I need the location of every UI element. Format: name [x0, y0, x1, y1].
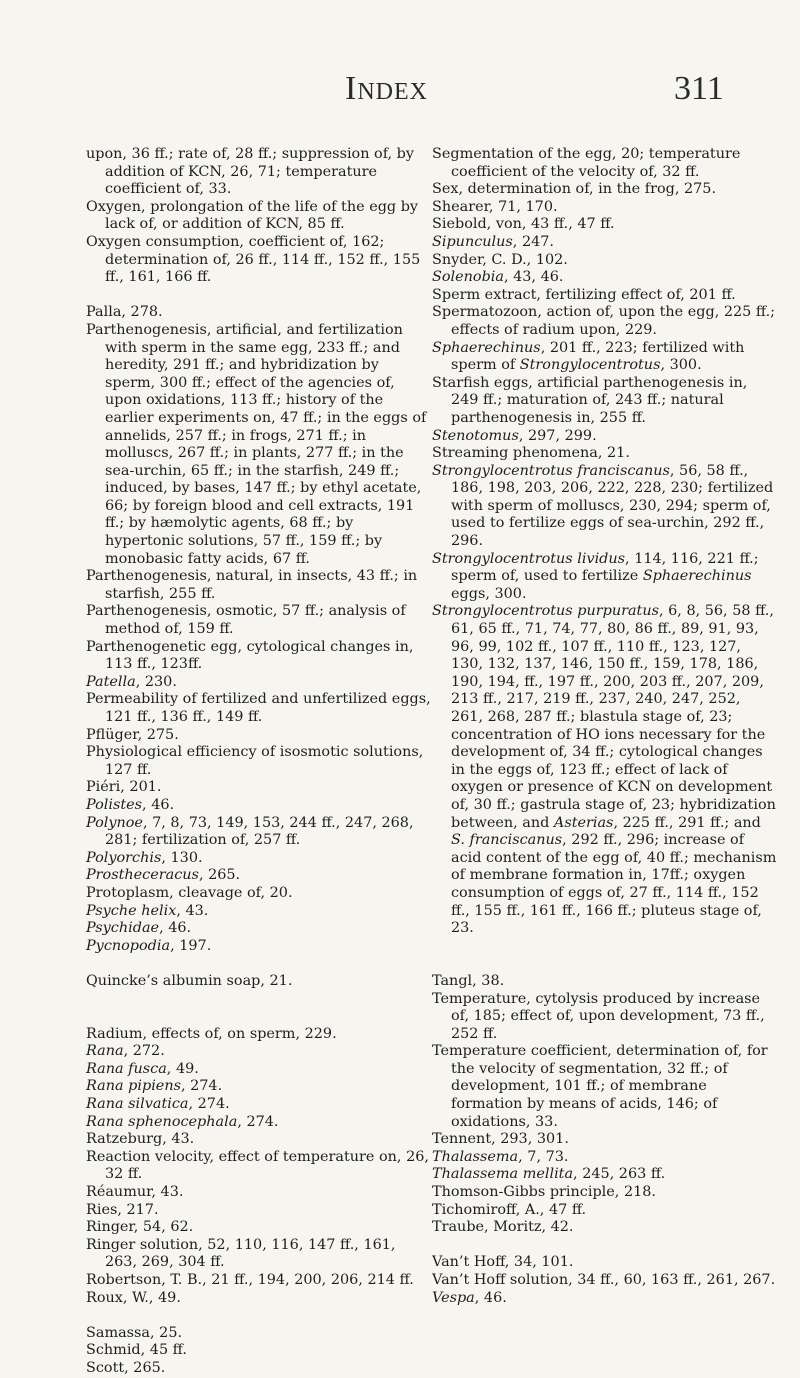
index-entry	[86, 1202, 431, 1220]
index-entry	[432, 1290, 777, 1308]
entry-text: Sperm extract, fertilizing effect of, 201 ff.	[432, 286, 736, 303]
entry-text: , 56, 58 ff., 186, 198, 203, 206, 222, 228, 230; fertilized with sperm of molluscs, 230, 294; sperm of, used to fertilize eggs of sea-urchin, 292 ff., 296.	[451, 462, 774, 550]
entry-italic-term: Rana sphenocephala	[86, 1113, 238, 1130]
entry-text: Oxygen consumption, coefficient of, 162; determination of, 26 ff., 114 ff., 152 ff., 155 ff., 161, 166 ff.	[86, 233, 421, 286]
entry-text: Traube, Moritz, 42.	[432, 1219, 574, 1236]
index-entry	[86, 938, 431, 956]
index-entry	[432, 304, 777, 339]
entry-text: Roux, W., 49.	[86, 1289, 181, 1306]
index-entry	[86, 1149, 431, 1184]
index-entry	[86, 797, 431, 815]
entry-text: Starfish eggs, artificial parthenogenesis in, 249 ff.; maturation of, 243 ff.; natural parthenogenesis in, 255 ff.	[432, 374, 748, 426]
entry-gap	[86, 1008, 431, 1026]
entry-italic-term: Sipunculus	[432, 233, 513, 250]
entry-text: , 274.	[180, 1078, 223, 1095]
index-entry	[86, 1219, 431, 1237]
index-entry	[86, 815, 431, 850]
entry-text: upon, 36 ff.; rate of, 28 ff.; suppression of, by addition of KCN, 26, 71; temperature coefficient of, 33.	[86, 146, 415, 198]
entry-text: Van’t Hoff, 34, 101.	[432, 1254, 574, 1271]
entry-text: , 7, 8, 73, 149, 153, 244 ff., 247, 268, 281; fertilization of, 257 ff.	[105, 814, 414, 849]
entry-text: , 274.	[237, 1113, 279, 1130]
entry-text: Parthenogenesis, artificial, and fertilization with sperm in the same egg, 233 ff.; and heredity, 291 ff.; and hybridization by sperm, 300 ff.; effect of the agencies of, upon oxidations, 113 ff.; history of the earlier experiments on, 47 ff.; in the eggs of annelids, 257 ff.; in frogs, 271 ff.; in molluscs, 267 ff.; in plants, 277 ff.; in the sea-urchin, 65 ff.; in the starfish, 249 ff.; induced, by bases, 147 ff.; by ethyl acetate, 66; by foreign blood and cell extracts, 191 ff.; by hæmolytic agents, 68 ff.; by hypertonic solutions, 57 ff., 159 ff.; by monobasic fatty acids, 67 ff.	[86, 321, 427, 567]
index-entry	[86, 779, 431, 797]
entry-italic-term: Asterias	[553, 814, 614, 831]
index-entry	[432, 603, 777, 937]
index-entry	[432, 445, 777, 463]
entry-text: , 247.	[512, 233, 554, 250]
entry-gap	[86, 1307, 431, 1325]
entry-italic-term: Rana silvatica	[86, 1096, 189, 1113]
entry-text: Permeability of fertilized and unfertilized eggs, 121 ff., 136 ff., 149 ff.	[86, 691, 431, 725]
entry-italic-term: Strongylocentrotus lividus	[432, 550, 626, 567]
entry-text: , 7, 73.	[518, 1148, 569, 1165]
index-entry	[86, 1290, 431, 1308]
index-entry	[432, 428, 777, 446]
page-title: Index	[345, 70, 428, 107]
entry-text: Spermatozoon, action of, upon the egg, 225 ff.; effects of radium upon, 229.	[432, 304, 776, 338]
entry-text: Van’t Hoff solution, 34 ff., 60, 163 ff., 261, 267.	[432, 1272, 776, 1288]
entry-text: Parthenogenesis, natural, in insects, 43 ff.; in starfish, 255 ff.	[86, 568, 418, 602]
index-entry	[86, 234, 431, 287]
index-entry	[432, 1202, 777, 1220]
index-entry	[86, 744, 431, 779]
entry-gap	[86, 955, 431, 973]
entry-italic-term: Patella	[86, 673, 136, 690]
entry-text: Temperature, cytolysis produced by increase of, 185; effect of, upon development, 73 ff., 252 ff.	[432, 990, 765, 1042]
entry-text: Parthenogenetic egg, cytological changes in, 113 ff., 123ff.	[86, 638, 414, 673]
entry-text: , 292 ff., 296; increase of acid content of the egg of, 40 ff.; mechanism of membrane formation in, 17ff.; oxygen consumption of eggs of, 27 ff., 114 ff., 152 ff., 155 ff., 161 ff., 166 ff.; pluteus stage of, 23.	[451, 832, 777, 937]
entry-italic-term: Prostheceracus	[86, 867, 199, 884]
entry-italic-term: Polyorchis	[86, 849, 162, 866]
entry-italic-term: Rana	[86, 1043, 124, 1060]
entry-text: Oxygen, prolongation of the life of the egg by lack of, or addition of KCN, 85 ff.	[86, 198, 419, 233]
index-entry	[432, 1184, 777, 1202]
entry-text: , 197.	[170, 937, 212, 954]
entry-italic-term: Strongylocentrotus purpuratus	[432, 603, 659, 620]
entry-text: Radium, effects of, on sperm, 229.	[86, 1025, 337, 1042]
index-entry	[432, 973, 777, 991]
entry-text: , 225 ff., 291 ff.; and	[613, 814, 761, 831]
entry-text: , 245, 263 ff.	[573, 1166, 666, 1183]
index-entry	[86, 322, 431, 568]
entry-text: eggs, 300.	[451, 585, 527, 602]
entry-italic-term: Strongylocentrotus franciscanus	[432, 462, 670, 479]
index-entry	[86, 146, 431, 199]
entry-text: Piéri, 201.	[86, 779, 162, 796]
entry-text: Quincke’s albumin soap, 21.	[86, 972, 293, 989]
entry-text: Thomson-Gibbs principle, 218.	[432, 1184, 656, 1201]
entry-text: Sex, determination of, in the frog, 275.	[432, 181, 717, 198]
entry-italic-term: Rana pipiens	[86, 1078, 181, 1095]
entry-text: , 6, 8, 56, 58 ff., 61, 65 ff., 71, 74, 77, 80, 86 ff., 89, 91, 93, 96, 99, 102 ff., 107 ff., 110 ff., 123, 127, 130, 132, 137, 146, 150 ff., 159, 178, 186, 190, 194, ff., 197 ff., 200, 203 ff., 207, 209, 213 ff., 217, 219 ff., 237, 240, 247, 252, 261, 268, 287 ff.; blastula stage of, 23; concentration of HO ions necessary for the development of, 34 ff.; cytological changes in the eggs of, 123 ff.; effect of lack of oxygen or presence of KCN on development of, 30 ff.; gastrula stage of, 23; hybridization between, and	[451, 603, 776, 831]
index-entry	[432, 1254, 777, 1272]
entry-gap	[432, 938, 777, 956]
index-entry	[86, 1325, 431, 1343]
entry-text: Ringer, 54, 62.	[86, 1219, 194, 1236]
index-column-left	[86, 146, 431, 1378]
entry-text: Protoplasm, cleavage of, 20.	[86, 884, 293, 901]
entry-text: Shearer, 71, 170.	[432, 198, 558, 215]
entry-text: , 201 ff., 223; fertilized with sperm of	[451, 339, 745, 374]
index-entry	[432, 340, 777, 375]
index-entry	[432, 1166, 777, 1184]
index-entry	[432, 146, 777, 181]
entry-italic-term: Vespa	[432, 1289, 475, 1306]
entry-text: , 300.	[660, 357, 702, 374]
entry-text: Tennent, 293, 301.	[432, 1131, 569, 1148]
index-entry	[86, 867, 431, 885]
index-entry	[86, 1061, 431, 1079]
index-entry	[86, 691, 431, 726]
entry-text: , 130.	[161, 849, 203, 866]
index-entry	[432, 1043, 777, 1131]
entry-text: , 272.	[123, 1043, 165, 1060]
index-entry	[86, 920, 431, 938]
entry-text: Segmentation of the egg, 20; temperature coefficient of the velocity of, 32 ff.	[432, 146, 741, 180]
entry-gap	[432, 955, 777, 973]
index-entry	[432, 1149, 777, 1167]
entry-italic-term: Polistes	[86, 796, 143, 813]
index-entry	[86, 1237, 431, 1272]
index-entry	[432, 375, 777, 428]
entry-text: , 46.	[142, 796, 175, 813]
index-entry	[86, 603, 431, 638]
entry-text: , 46.	[159, 920, 192, 937]
index-entry	[86, 1078, 431, 1096]
entry-text: Parthenogenesis, osmotic, 57 ff.; analysis of method of, 159 ff.	[86, 603, 406, 638]
index-entry	[86, 199, 431, 234]
entry-text: , 49.	[166, 1060, 199, 1077]
entry-gap	[432, 1237, 777, 1255]
entry-italic-term: Pycnopodia	[86, 937, 171, 954]
entry-text: Ries, 217.	[86, 1201, 159, 1218]
index-entry	[86, 639, 431, 674]
entry-text: Snyder, C. D., 102.	[432, 251, 568, 268]
entry-text: Palla, 278.	[86, 304, 163, 321]
entry-text: Ratzeburg, 43.	[86, 1131, 195, 1148]
entry-text: , 265.	[198, 867, 241, 884]
entry-text: Siebold, von, 43 ff., 47 ff.	[432, 216, 615, 233]
index-entry	[86, 1342, 431, 1360]
index-entry	[86, 674, 431, 692]
index-entry	[432, 181, 777, 199]
index-entry	[432, 991, 777, 1044]
entry-text: , 297, 299.	[518, 427, 597, 444]
entry-text: Ringer solution, 52, 110, 116, 147 ff., 161, 263, 269, 304 ff.	[86, 1236, 396, 1271]
index-entry	[86, 1026, 431, 1044]
index-column-right	[432, 146, 777, 1307]
entry-italic-term: Rana fusca	[86, 1060, 167, 1077]
entry-text: Pflüger, 275.	[86, 726, 179, 743]
running-head	[0, 70, 800, 114]
entry-text: Tichomiroff, A., 47 ff.	[432, 1201, 587, 1218]
index-entry	[86, 1272, 431, 1290]
index-entry	[432, 287, 777, 305]
entry-text: , 43, 46.	[503, 269, 564, 286]
entry-italic-term: Strongylocentrotus	[519, 357, 661, 374]
index-entry	[86, 1043, 431, 1061]
entry-text: , 43.	[176, 902, 209, 919]
index-entry	[86, 1114, 431, 1132]
index-entry	[86, 1360, 431, 1378]
index-entry	[86, 1131, 431, 1149]
index-entry	[432, 463, 777, 551]
entry-italic-term: Thalassema	[432, 1148, 519, 1165]
index-entry	[432, 269, 777, 287]
entry-italic-term: Stenotomus	[432, 427, 519, 444]
entry-text: Scott, 265.	[86, 1359, 166, 1376]
entry-text: Samassa, 25.	[86, 1324, 183, 1341]
entry-italic-term: S. franciscanus	[451, 832, 563, 849]
entry-italic-term: Solenobia	[432, 269, 504, 286]
entry-text: , 46.	[474, 1289, 507, 1306]
entry-gap	[86, 991, 431, 1009]
index-entry	[86, 1096, 431, 1114]
entry-text: , 274.	[188, 1096, 230, 1113]
index-entry	[86, 727, 431, 745]
entry-text: Reaction velocity, effect of temperature on, 26, 32 ff.	[86, 1148, 429, 1183]
entry-text: Physiological efficiency of isosmotic solutions, 127 ff.	[86, 744, 424, 778]
entry-text: Streaming phenomena, 21.	[432, 445, 630, 462]
index-entry	[432, 252, 777, 270]
entry-italic-term: Psychidae	[86, 920, 160, 937]
entry-gap	[86, 287, 431, 305]
entry-italic-term: Thalassema mellita	[432, 1166, 574, 1183]
index-entry	[86, 903, 431, 921]
index-entry	[432, 551, 777, 604]
index-entry	[86, 973, 431, 991]
index-entry	[432, 1219, 777, 1237]
index-entry	[432, 1131, 777, 1149]
index-entry	[86, 568, 431, 603]
entry-text: , 114, 116, 221 ff.; sperm of, used to fertilize	[451, 550, 759, 585]
index-entry	[86, 304, 431, 322]
index-entry	[432, 1272, 777, 1290]
entry-italic-term: Sphaerechinus	[642, 568, 752, 585]
index-entry	[432, 216, 777, 234]
entry-text: Schmid, 45 ff.	[86, 1342, 187, 1359]
index-entry	[86, 1184, 431, 1202]
index-entry	[432, 199, 777, 217]
index-entry	[86, 885, 431, 903]
entry-italic-term: Psyche helix	[86, 902, 177, 919]
index-entry	[86, 850, 431, 868]
index-entry	[432, 234, 777, 252]
entry-italic-term: Polynoe	[86, 814, 143, 831]
entry-text: Robertson, T. B., 21 ff., 194, 200, 206, 214 ff.	[86, 1272, 414, 1288]
page-number: 311	[674, 70, 724, 107]
entry-text: Tangl, 38.	[432, 972, 505, 989]
entry-text: Réaumur, 43.	[86, 1184, 184, 1201]
entry-italic-term: Sphaerechinus	[432, 339, 541, 356]
entry-text: , 230.	[135, 673, 177, 690]
entry-text: Temperature coefficient, determination of, for the velocity of segmentation, 32 ff.; of development, 101 ff.; of membrane formation by means of acids, 146; of oxidations, 33.	[432, 1043, 768, 1130]
